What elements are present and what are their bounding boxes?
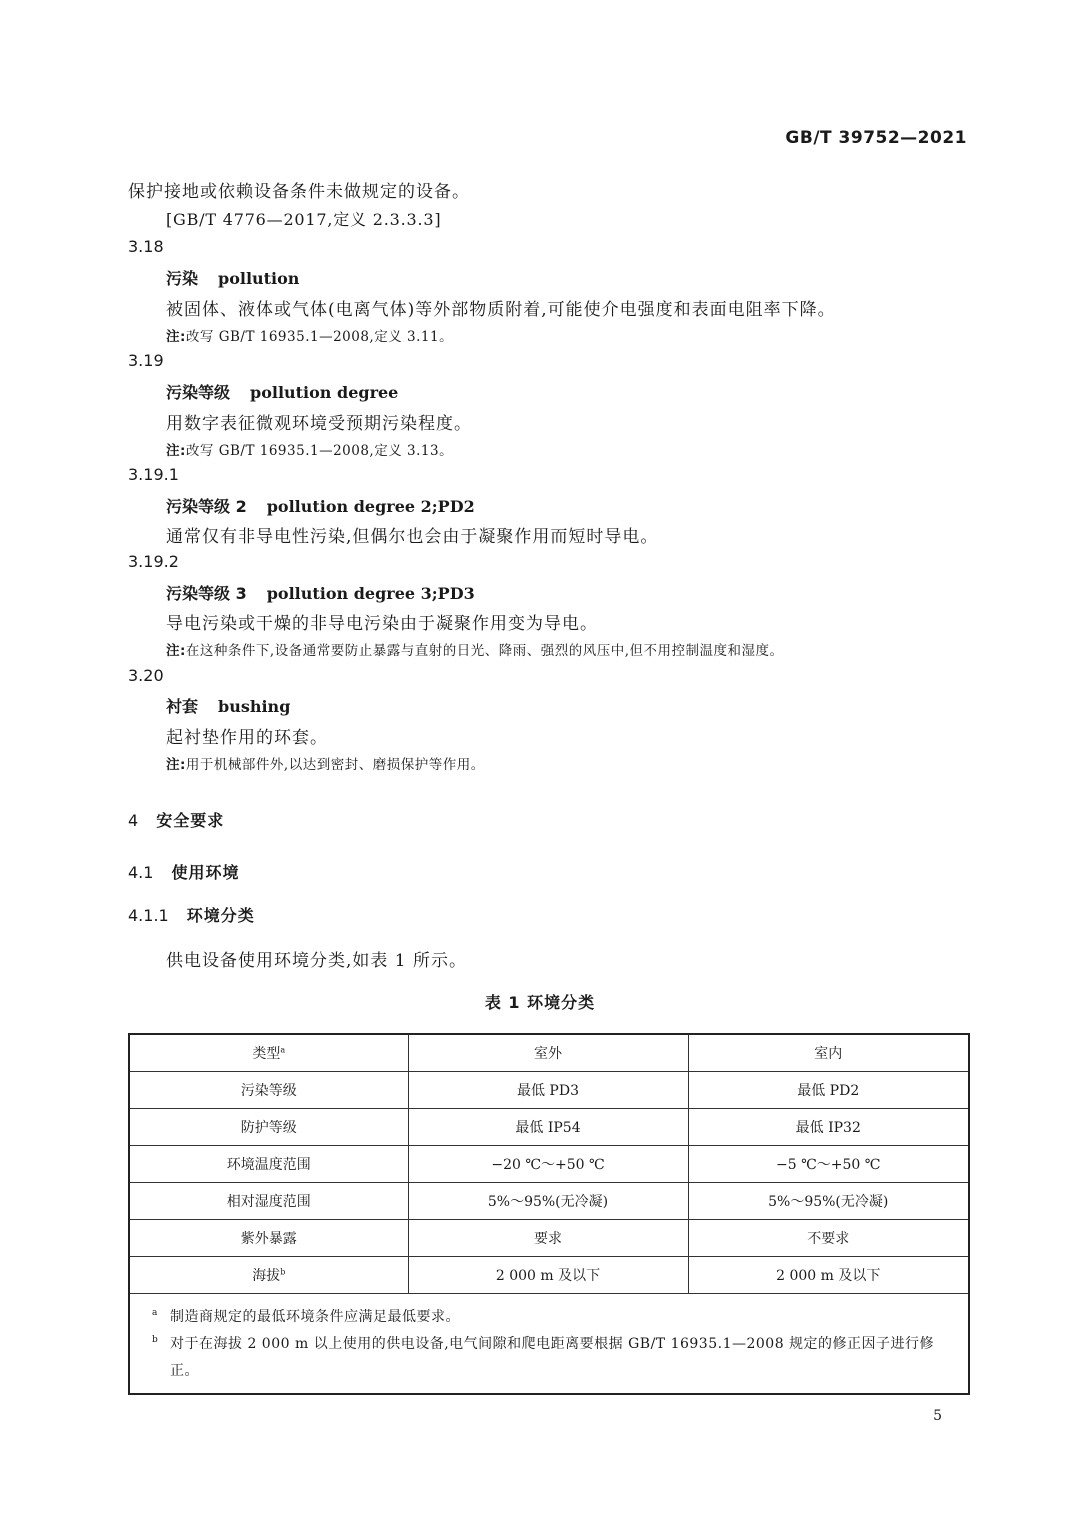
note-3-19	[166, 439, 453, 459]
definition-3-18: 被固体、液体或气体(电离气体)等外部物质附着,可能使介电强度和表面电阻率下降。	[166, 300, 836, 320]
entry-number-3-18: 3.18	[128, 237, 164, 256]
table-footnotes	[129, 1294, 969, 1395]
term-en: bushing	[218, 697, 291, 716]
outdoor-value: 最低 PD3	[408, 1072, 688, 1109]
term-3-19	[166, 380, 398, 403]
note-label: 注:	[166, 329, 186, 345]
note-3-19-2	[166, 639, 784, 659]
table-row	[129, 1183, 969, 1220]
indoor-value: −5 ℃～+50 ℃	[688, 1146, 969, 1183]
header-indoor: 室内	[688, 1034, 969, 1072]
outdoor-value: 2 000 m 及以下	[408, 1257, 688, 1294]
entry-number-3-19: 3.19	[128, 351, 164, 370]
table-caption: 表 1 环境分类	[484, 993, 596, 1012]
note-label: 注:	[166, 757, 186, 773]
section-4-1-1-heading	[128, 903, 255, 926]
table-row	[129, 1072, 969, 1109]
table-row	[129, 1257, 969, 1294]
header-type: 类型$^a$	[129, 1034, 408, 1072]
term-zh: 污染等级	[166, 383, 231, 402]
term-zh: 衬套	[166, 697, 199, 716]
definition-3-19: 用数字表征微观环境受预期污染程度。	[166, 414, 472, 434]
source-reference: [GB/T 4776—2017,定义 2.3.3.3]	[166, 210, 442, 229]
row-label: 海拔$^b$	[129, 1257, 408, 1294]
section-number: 4	[128, 811, 139, 830]
term-zh: 污染	[166, 269, 199, 288]
header-outdoor: 室外	[408, 1034, 688, 1072]
note-text: 改写 GB/T 16935.1—2008,定义 3.13。	[185, 443, 454, 459]
section-4-1-heading	[128, 860, 239, 883]
term-en: pollution degree	[250, 383, 399, 402]
section-number: 4.1	[128, 863, 154, 882]
term-en: pollution degree 3;PD3	[266, 584, 475, 603]
term-zh: 污染等级 3	[166, 584, 247, 603]
definition-3-19-2: 导电污染或干燥的非导电污染由于凝聚作用变为导电。	[166, 614, 598, 634]
note-text: 用于机械部件外,以达到密封、磨损保护等作用。	[185, 757, 485, 773]
document-id: GB/T 39752—2021	[785, 128, 967, 148]
table-footnote-row	[129, 1294, 969, 1395]
section-number: 4.1.1	[128, 906, 169, 925]
table-row	[129, 1146, 969, 1183]
section-title: 安全要求	[156, 811, 225, 830]
term-3-19-1	[166, 494, 475, 517]
note-label: 注:	[166, 443, 186, 459]
entry-number-3-20: 3.20	[128, 666, 164, 685]
term-en: pollution	[218, 269, 300, 288]
note-label: 注:	[166, 643, 186, 659]
outdoor-value: 最低 IP54	[408, 1109, 688, 1146]
note-text: 在这种条件下,设备通常要防止暴露与直射的日光、降雨、强烈的风压中,但不用控制温度和湿度。	[185, 643, 784, 659]
page-number: 5	[933, 1408, 942, 1424]
note-3-18	[166, 325, 453, 345]
table-row	[129, 1109, 969, 1146]
footnote-a: a 制造商规定的最低环境条件应满足最低要求。	[152, 1308, 460, 1325]
row-label: 环境温度范围	[129, 1146, 408, 1183]
term-en: pollution degree 2;PD2	[266, 497, 475, 516]
indoor-value: 最低 PD2	[688, 1072, 969, 1109]
section-title: 环境分类	[186, 906, 255, 925]
entry-number-3-19-1: 3.19.1	[128, 465, 179, 484]
outdoor-value: 5%～95%(无冷凝)	[408, 1183, 688, 1220]
footnote-b: b 对于在海拔 2 000 m 以上使用的供电设备,电气间隙和爬电距离要根据 GB/T 16935.1—2008 规定的修正因子进行修正。	[152, 1335, 935, 1379]
environment-classification-table	[128, 1033, 970, 1395]
outdoor-value: 要求	[408, 1220, 688, 1257]
indoor-value: 5%～95%(无冷凝)	[688, 1183, 969, 1220]
term-3-19-2	[166, 581, 475, 604]
row-label: 相对湿度范围	[129, 1183, 408, 1220]
note-3-20	[166, 753, 485, 773]
intro-paragraph: 供电设备使用环境分类,如表 1 所示。	[166, 951, 468, 971]
table-row	[129, 1220, 969, 1257]
continued-definition: 保护接地或依赖设备条件未做规定的设备。	[128, 182, 470, 202]
term-3-18	[166, 266, 299, 289]
note-text: 改写 GB/T 16935.1—2008,定义 3.11。	[185, 329, 454, 345]
term-zh: 污染等级 2	[166, 497, 247, 516]
row-label: 紫外暴露	[129, 1220, 408, 1257]
table-header-row	[129, 1034, 969, 1072]
row-label: 污染等级	[129, 1072, 408, 1109]
section-title: 使用环境	[171, 863, 240, 882]
definition-3-19-1: 通常仅有非导电性污染,但偶尔也会由于凝聚作用而短时导电。	[166, 527, 659, 547]
indoor-value: 最低 IP32	[688, 1109, 969, 1146]
row-label: 防护等级	[129, 1109, 408, 1146]
outdoor-value: −20 ℃～+50 ℃	[408, 1146, 688, 1183]
definition-3-20: 起衬垫作用的环套。	[166, 728, 328, 748]
term-3-20	[166, 694, 290, 717]
section-4-heading	[128, 808, 224, 831]
indoor-value: 不要求	[688, 1220, 969, 1257]
entry-number-3-19-2: 3.19.2	[128, 552, 179, 571]
indoor-value: 2 000 m 及以下	[688, 1257, 969, 1294]
